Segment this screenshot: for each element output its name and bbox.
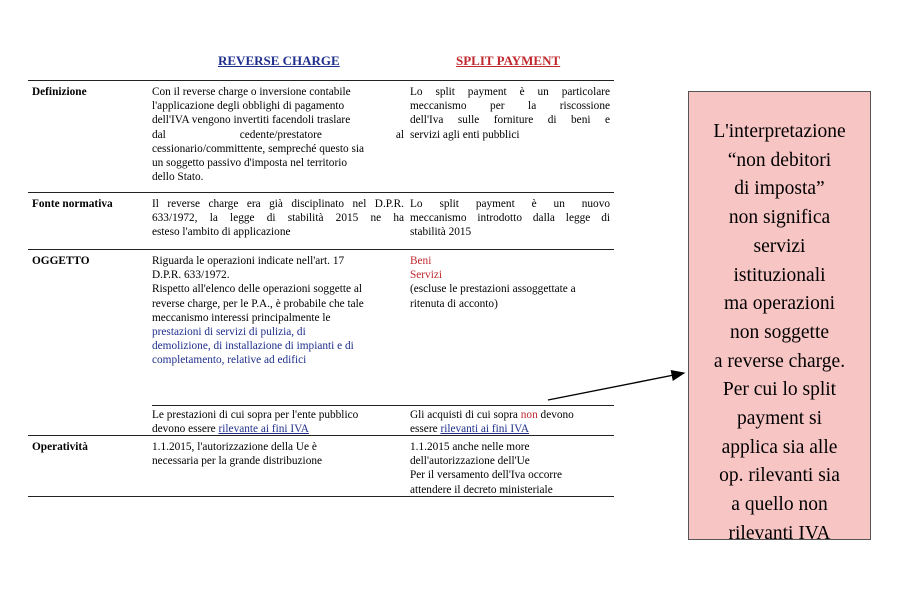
text-line: dell'autorizzazione dell'Ue bbox=[410, 455, 530, 468]
interpretation-callout bbox=[688, 91, 871, 540]
row-label: Operatività bbox=[32, 441, 88, 453]
callout-line: di imposta” bbox=[734, 178, 825, 200]
highlighted-term: non bbox=[520, 409, 538, 421]
callout-line: rilevanti IVA bbox=[728, 522, 831, 540]
text-line: demolizione, di installazione di impianti e di bbox=[152, 340, 354, 353]
text-line: stabilità 2015 bbox=[410, 226, 472, 239]
text-line: ritenuta di acconto) bbox=[410, 297, 498, 310]
callout-line: Per cui lo split bbox=[722, 379, 837, 401]
arrow-line bbox=[548, 373, 684, 400]
text-line: Le prestazioni di cui sopra per l'ente pubblico bbox=[152, 409, 359, 421]
text-line: prestazioni di servizi di pulizia, di bbox=[152, 326, 306, 339]
text-fragment: devono essere bbox=[152, 423, 216, 436]
text-line: 633/1972, la legge di stabilità 2015 ne ha bbox=[152, 212, 404, 225]
text-line: attendere il decreto ministeriale bbox=[410, 483, 553, 496]
text-line: Beni bbox=[410, 255, 432, 267]
text-line: dello Stato. bbox=[152, 171, 204, 184]
text-line: Con il reverse charge o inversione contabile bbox=[152, 86, 351, 98]
text-line: 1.1.2015, l'autorizzazione della Ue è bbox=[152, 441, 317, 453]
text-line: 1.1.2015 anche nelle more bbox=[410, 441, 530, 453]
row-label: Definizione bbox=[32, 86, 87, 98]
text-line: completamento, relative ad edifici bbox=[152, 354, 307, 367]
reverse-charge-header: REVERSE CHARGE bbox=[218, 53, 340, 68]
callout-line: a quello non bbox=[731, 494, 828, 516]
text-fragment: devono bbox=[540, 409, 574, 421]
text-line: dal cedente/prestatore al bbox=[152, 128, 404, 141]
callout-line: L'interpretazione bbox=[713, 121, 846, 142]
text-fragment: Gli acquisti di cui sopra bbox=[410, 409, 518, 421]
callout-line: “non debitori bbox=[727, 149, 832, 171]
callout-line: payment si bbox=[736, 408, 823, 430]
row-label: Fonte normativa bbox=[32, 198, 113, 210]
callout-line: istituzionali bbox=[733, 264, 826, 286]
row-label: OGGETTO bbox=[32, 255, 90, 267]
text-line: necessaria per la grande distribuzione bbox=[152, 455, 323, 468]
text-line: servizi agli enti pubblici bbox=[410, 128, 520, 141]
text-line: un soggetto passivo d'imposta nel territorio bbox=[152, 157, 347, 170]
highlighted-term: rilevanti ai fini IVA bbox=[440, 423, 530, 436]
text-line: meccanismo per la riscossione bbox=[410, 100, 610, 113]
text-fragment: essere bbox=[410, 423, 438, 436]
text-line: dell'Iva sulle forniture di beni e bbox=[410, 114, 610, 127]
callout-line: non significa bbox=[728, 207, 831, 229]
callout-line: servizi bbox=[753, 235, 806, 257]
callout-line: ma operazioni bbox=[724, 293, 835, 315]
highlighted-term: rilevante ai fini IVA bbox=[218, 423, 309, 436]
text-line: meccanismo interessi principalmente le bbox=[152, 311, 331, 324]
text-line: cessionario/committente, sempreché questo sia bbox=[152, 142, 365, 155]
text-line: Il reverse charge era già disciplinato nel D.P.R. bbox=[152, 198, 404, 210]
text-line: (escluse le prestazioni assoggettate a bbox=[410, 283, 576, 296]
text-line: D.P.R. 633/1972. bbox=[152, 269, 230, 282]
callout-line: applica sia alle bbox=[721, 436, 838, 458]
text-line: Servizi bbox=[410, 269, 442, 282]
text-line: meccanismo introdotto dalla legge di bbox=[410, 212, 610, 225]
text-line: esteso l'ambito di applicazione bbox=[152, 226, 291, 239]
text-line: Lo split payment è un nuovo bbox=[410, 198, 610, 210]
callout-line: non soggette bbox=[729, 321, 830, 343]
text-line: l'applicazione degli obblighi di pagamento bbox=[152, 100, 345, 113]
text-line: Rispetto all'elenco delle operazioni soggette al bbox=[152, 283, 363, 296]
split-payment-header: SPLIT PAYMENT bbox=[456, 53, 561, 68]
callout-line: a reverse charge. bbox=[713, 350, 846, 372]
text-line: Riguarda le operazioni indicate nell'art. 17 bbox=[152, 255, 345, 267]
text-line: dell'IVA vengono invertiti facendoli traslare bbox=[152, 114, 351, 127]
text-line: reverse charge, per le P.A., è probabile che tale bbox=[152, 297, 364, 310]
text-line: Per il versamento dell'Iva occorre bbox=[410, 469, 562, 482]
callout-line: op. rilevanti sia bbox=[719, 465, 840, 487]
text-line: Lo split payment è un particolare bbox=[410, 86, 610, 98]
